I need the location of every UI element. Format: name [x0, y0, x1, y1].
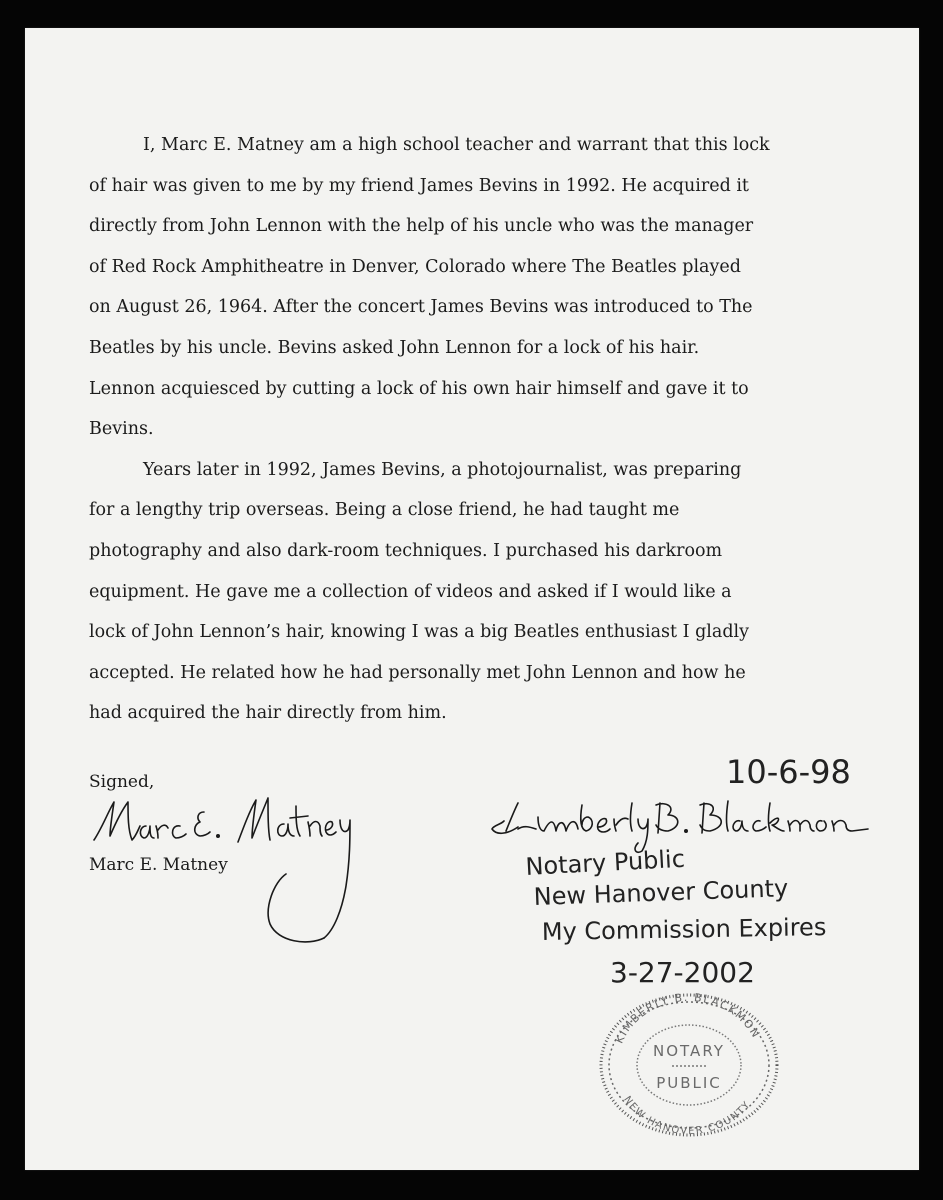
paragraph-line: equipment. He gave me a collection of videos and asked if I would like a — [89, 581, 732, 602]
notary-title: Notary Public — [524, 844, 686, 881]
notary-date: 10-6-98 — [726, 753, 851, 791]
letter-body — [89, 125, 789, 734]
paragraph-line: of hair was given to me by my friend James Bevins in 1992. He acquired it — [89, 175, 749, 196]
paragraph-line: Years later in 1992, James Bevins, a photojournalist, was preparing — [143, 459, 742, 480]
printed-name: Marc E. Matney — [89, 855, 228, 875]
seal-text-notary: NOTARY — [653, 1042, 725, 1060]
paragraph-line: photography and also dark-room techniques. I purchased his darkroom — [89, 540, 723, 561]
notary-commission-label: My Commission Expires — [541, 913, 827, 946]
svg-text:KIMBERLY B. BLACKMON — [613, 991, 763, 1046]
paragraph-line: had acquired the hair directly from him. — [89, 703, 447, 724]
paragraph-line: lock of John Lennon’s hair, knowing I was a big Beatles enthusiast I gladly — [89, 622, 750, 643]
paragraph-line: I, Marc E. Matney am a high school teacher and warrant that this lock — [143, 135, 770, 155]
signed-label: Signed, — [89, 772, 155, 792]
paragraph-line: of Red Rock Amphitheatre in Denver, Colorado where The Beatles played — [89, 256, 741, 277]
paragraph-line: Beatles by his uncle. Bevins asked John Lennon for a lock of his hair. — [89, 337, 700, 358]
seal-text-public: PUBLIC — [656, 1074, 722, 1092]
svg-text:NEW HANOVER COUNTY — [621, 1094, 753, 1137]
paragraph-line: on August 26, 1964. After the concert James Bevins was introduced to The — [89, 297, 753, 318]
paragraph-line: directly from John Lennon with the help of his uncle who was the manager — [89, 216, 754, 237]
paragraph-line: accepted. He related how he had personally met John Lennon and how he — [89, 662, 746, 683]
paragraph-line: Bevins. — [89, 419, 154, 440]
seal-text-top: KIMBERLY B. BLACKMON — [612, 990, 763, 1046]
paragraph-line: Lennon acquiesced by cutting a lock of his own hair himself and gave it to — [89, 378, 749, 399]
notary-expiry: 3-27-2002 — [610, 956, 755, 989]
paragraph-line: for a lengthy trip overseas. Being a close friend, he had taught me — [89, 500, 680, 521]
notary-county: New Hanover County — [533, 874, 789, 911]
notary-seal — [594, 990, 784, 1140]
notary-handwriting — [470, 745, 890, 995]
seal-text-bottom: NEW HANOVER COUNTY — [621, 1094, 754, 1138]
